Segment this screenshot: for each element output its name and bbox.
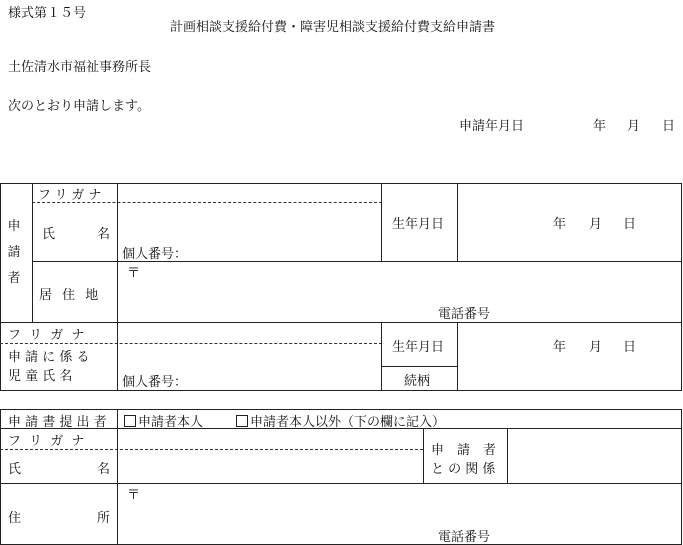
child-birth-month-unit: 月 bbox=[589, 340, 603, 355]
child-furigana-label: フ リ ガ ナ bbox=[8, 328, 87, 343]
applicant-address-label: 居 住 地 bbox=[39, 288, 102, 303]
applicant-address-input[interactable] bbox=[142, 264, 672, 298]
child-relation-input[interactable] bbox=[460, 369, 678, 389]
child-relation-label: 続柄 bbox=[404, 374, 431, 389]
applicant-postal-mark: 〒 bbox=[127, 266, 141, 281]
submitter-name-label-a: 氏 bbox=[8, 462, 22, 477]
child-birth-year-unit: 年 bbox=[553, 340, 567, 355]
submitter-relation-label-1: 申 請 者 bbox=[431, 443, 497, 458]
child-birth-input[interactable] bbox=[460, 324, 678, 364]
child-birth-label: 生年月日 bbox=[392, 340, 445, 355]
applicant-birth-day-unit: 日 bbox=[623, 217, 637, 232]
child-birth-day-unit: 日 bbox=[623, 340, 637, 355]
submitter-label: 申 請 書 提 出 者 bbox=[8, 415, 107, 430]
applicant-furigana-label: フリガナ bbox=[38, 188, 106, 203]
page-title: 計画相談支援給付費・障害児相談支援給付費支給申請書 bbox=[170, 20, 496, 35]
apply-date-month-unit[interactable]: 月 bbox=[627, 119, 641, 134]
child-my-number-input[interactable] bbox=[185, 371, 377, 388]
applicant-section-char-3: 者 bbox=[7, 271, 21, 286]
child-name-input[interactable] bbox=[120, 346, 378, 368]
intro-text: 次のとおり申請します。 bbox=[8, 99, 150, 114]
applicant-birth-input[interactable] bbox=[460, 186, 678, 258]
submitter-name-input[interactable] bbox=[120, 452, 420, 480]
applicant-name-label-a: 氏 bbox=[42, 227, 56, 242]
submitter-name-label-b: 名 bbox=[97, 462, 111, 477]
submitter-furigana-label: フ リ ガ ナ bbox=[8, 434, 87, 449]
submitter-option-other-label: 申請者本人以外（下の欄に記入） bbox=[250, 415, 446, 430]
applicant-birth-label: 生年月日 bbox=[392, 217, 445, 232]
submitter-relation-label-2: と の 関 係 bbox=[431, 462, 496, 477]
submitter-postal-mark: 〒 bbox=[127, 488, 141, 503]
applicant-furigana-input[interactable] bbox=[120, 184, 378, 201]
applicant-my-number-label: 個人番号： bbox=[122, 247, 188, 262]
checkbox-icon bbox=[124, 415, 136, 427]
submitter-address-label-a: 住 bbox=[8, 511, 22, 526]
applicant-birth-month-unit: 月 bbox=[589, 217, 603, 232]
submitter-furigana-input[interactable] bbox=[120, 430, 420, 447]
submitter-phone-label: 電話番号 bbox=[438, 530, 491, 545]
submitter-address-label-b: 所 bbox=[97, 511, 111, 526]
child-name-label-1: 申 請 に 係 る bbox=[8, 350, 90, 365]
submitter-relation-input[interactable] bbox=[510, 431, 678, 481]
applicant-section-char-1: 申 bbox=[7, 219, 21, 234]
applicant-my-number-input[interactable] bbox=[185, 243, 377, 260]
submitter-option-self-label: 申請者本人 bbox=[138, 415, 204, 430]
applicant-birth-year-unit: 年 bbox=[553, 217, 567, 232]
submitter-option-other[interactable] bbox=[236, 411, 445, 430]
applicant-phone-label: 電話番号 bbox=[438, 307, 491, 322]
submitter-address-input[interactable] bbox=[142, 486, 672, 522]
child-name-label-2: 児 童 氏 名 bbox=[8, 369, 73, 384]
submitter-option-self[interactable] bbox=[124, 411, 203, 430]
applicant-name-input[interactable] bbox=[120, 205, 378, 239]
apply-date-label: 申請年月日 bbox=[459, 119, 525, 134]
checkbox-icon bbox=[236, 415, 248, 427]
applicant-name-label-b: 名 bbox=[97, 227, 111, 242]
apply-date-year-unit: 年 bbox=[593, 119, 607, 134]
form-number: 様式第１５号 bbox=[8, 6, 87, 21]
addressee: 土佐清水市福祉事務所長 bbox=[8, 60, 152, 75]
applicant-section-char-2: 請 bbox=[7, 245, 21, 260]
child-furigana-input[interactable] bbox=[120, 324, 378, 341]
child-my-number-label: 個人番号： bbox=[122, 375, 188, 390]
apply-date-day-unit[interactable]: 日 bbox=[662, 119, 676, 134]
